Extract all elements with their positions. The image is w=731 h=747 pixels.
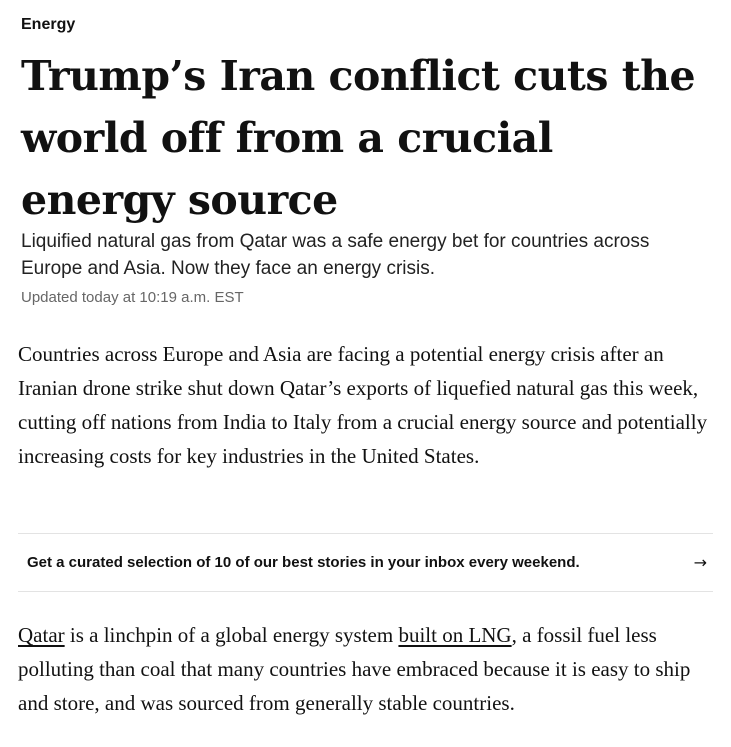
- built-on-lng-link[interactable]: built on LNG: [398, 623, 512, 647]
- body-paragraph-2-text-2: , a fossil fuel less polluting than coal that many countries have embraced because it is easy to ship and store, and was sourced from generally stable countries.: [18, 623, 691, 715]
- body-paragraph-2-text-1: is a linchpin of a global energy system: [64, 623, 399, 647]
- body-paragraph-1: Countries across Europe and Asia are facing a potential energy crisis after an Iranian drone strike shut down Qatar’s exports of liquefied natural gas this week, cutting off nations from India to Italy from a crucial energy source and potentially increasing costs for key industries in the United States.: [18, 342, 708, 468]
- qatar-link[interactable]: Qatar: [18, 623, 65, 647]
- timestamp: Updated today at 10:19 a.m. EST: [21, 289, 244, 306]
- section-label[interactable]: Energy: [21, 16, 76, 33]
- arrow-right-icon[interactable]: →: [693, 553, 707, 572]
- newsletter-text: Get a curated selection of 10 of our best stories in your inbox every weekend.: [27, 554, 580, 571]
- headline: Trump’s Iran conflict cuts the world off from a crucial energy source: [21, 52, 696, 224]
- newsletter-signup-banner[interactable]: [18, 533, 713, 592]
- body-paragraph-2: [18, 618, 713, 720]
- subheadline: Liquified natural gas from Qatar was a safe energy bet for countries across Europe and Asia. Now they face an energy crisis.: [21, 231, 650, 279]
